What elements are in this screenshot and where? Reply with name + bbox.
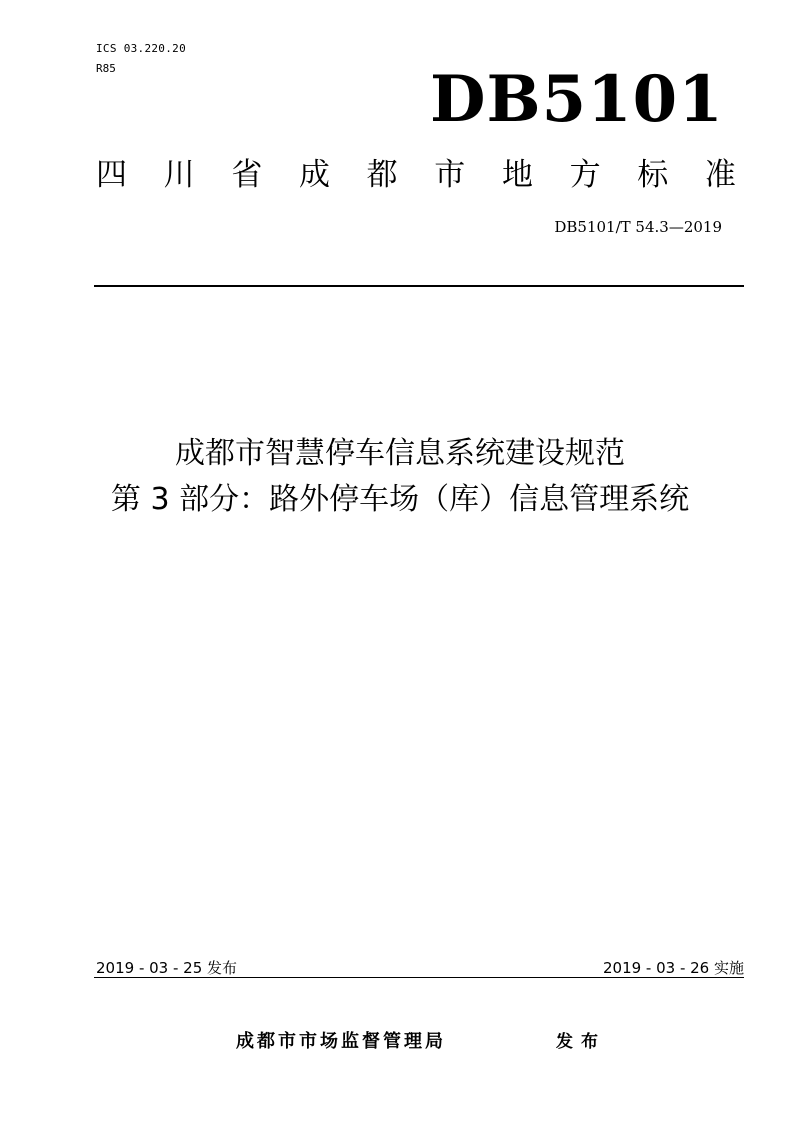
issuing-authority: 成都市市场监督管理局 bbox=[236, 1031, 446, 1052]
standard-type-char: 都 bbox=[366, 157, 398, 193]
standard-type-char: 标 bbox=[637, 157, 669, 193]
classification-code: R85 bbox=[96, 62, 116, 75]
standard-type-char: 四 bbox=[96, 157, 127, 193]
footer-divider bbox=[94, 977, 744, 978]
document-title: 成都市智慧停车信息系统建设规范 bbox=[175, 436, 625, 471]
standard-type-char: 准 bbox=[704, 157, 736, 193]
ics-code: ICS 03.220.20 bbox=[96, 42, 186, 55]
document-subtitle: 第 3 部分：路外停车场（库）信息管理系统 bbox=[110, 482, 690, 517]
header-divider bbox=[94, 285, 744, 287]
standard-type-char: 方 bbox=[569, 157, 601, 193]
standard-type-char: 市 bbox=[434, 157, 466, 193]
standard-type-char: 成 bbox=[298, 157, 330, 193]
standard-db-code: DB5101 bbox=[430, 62, 724, 137]
publish-label: 发布 bbox=[556, 1032, 606, 1052]
standard-number: DB5101/T 54.3—2019 bbox=[554, 218, 722, 236]
standard-type-heading bbox=[96, 152, 736, 198]
issue-date: 2019 - 03 - 25 发布 bbox=[96, 959, 238, 977]
standard-type-char: 川 bbox=[163, 157, 195, 193]
standard-type-char: 地 bbox=[501, 157, 533, 193]
standard-type-char: 省 bbox=[231, 157, 263, 193]
implementation-date: 2019 - 03 - 26 实施 bbox=[602, 959, 744, 977]
